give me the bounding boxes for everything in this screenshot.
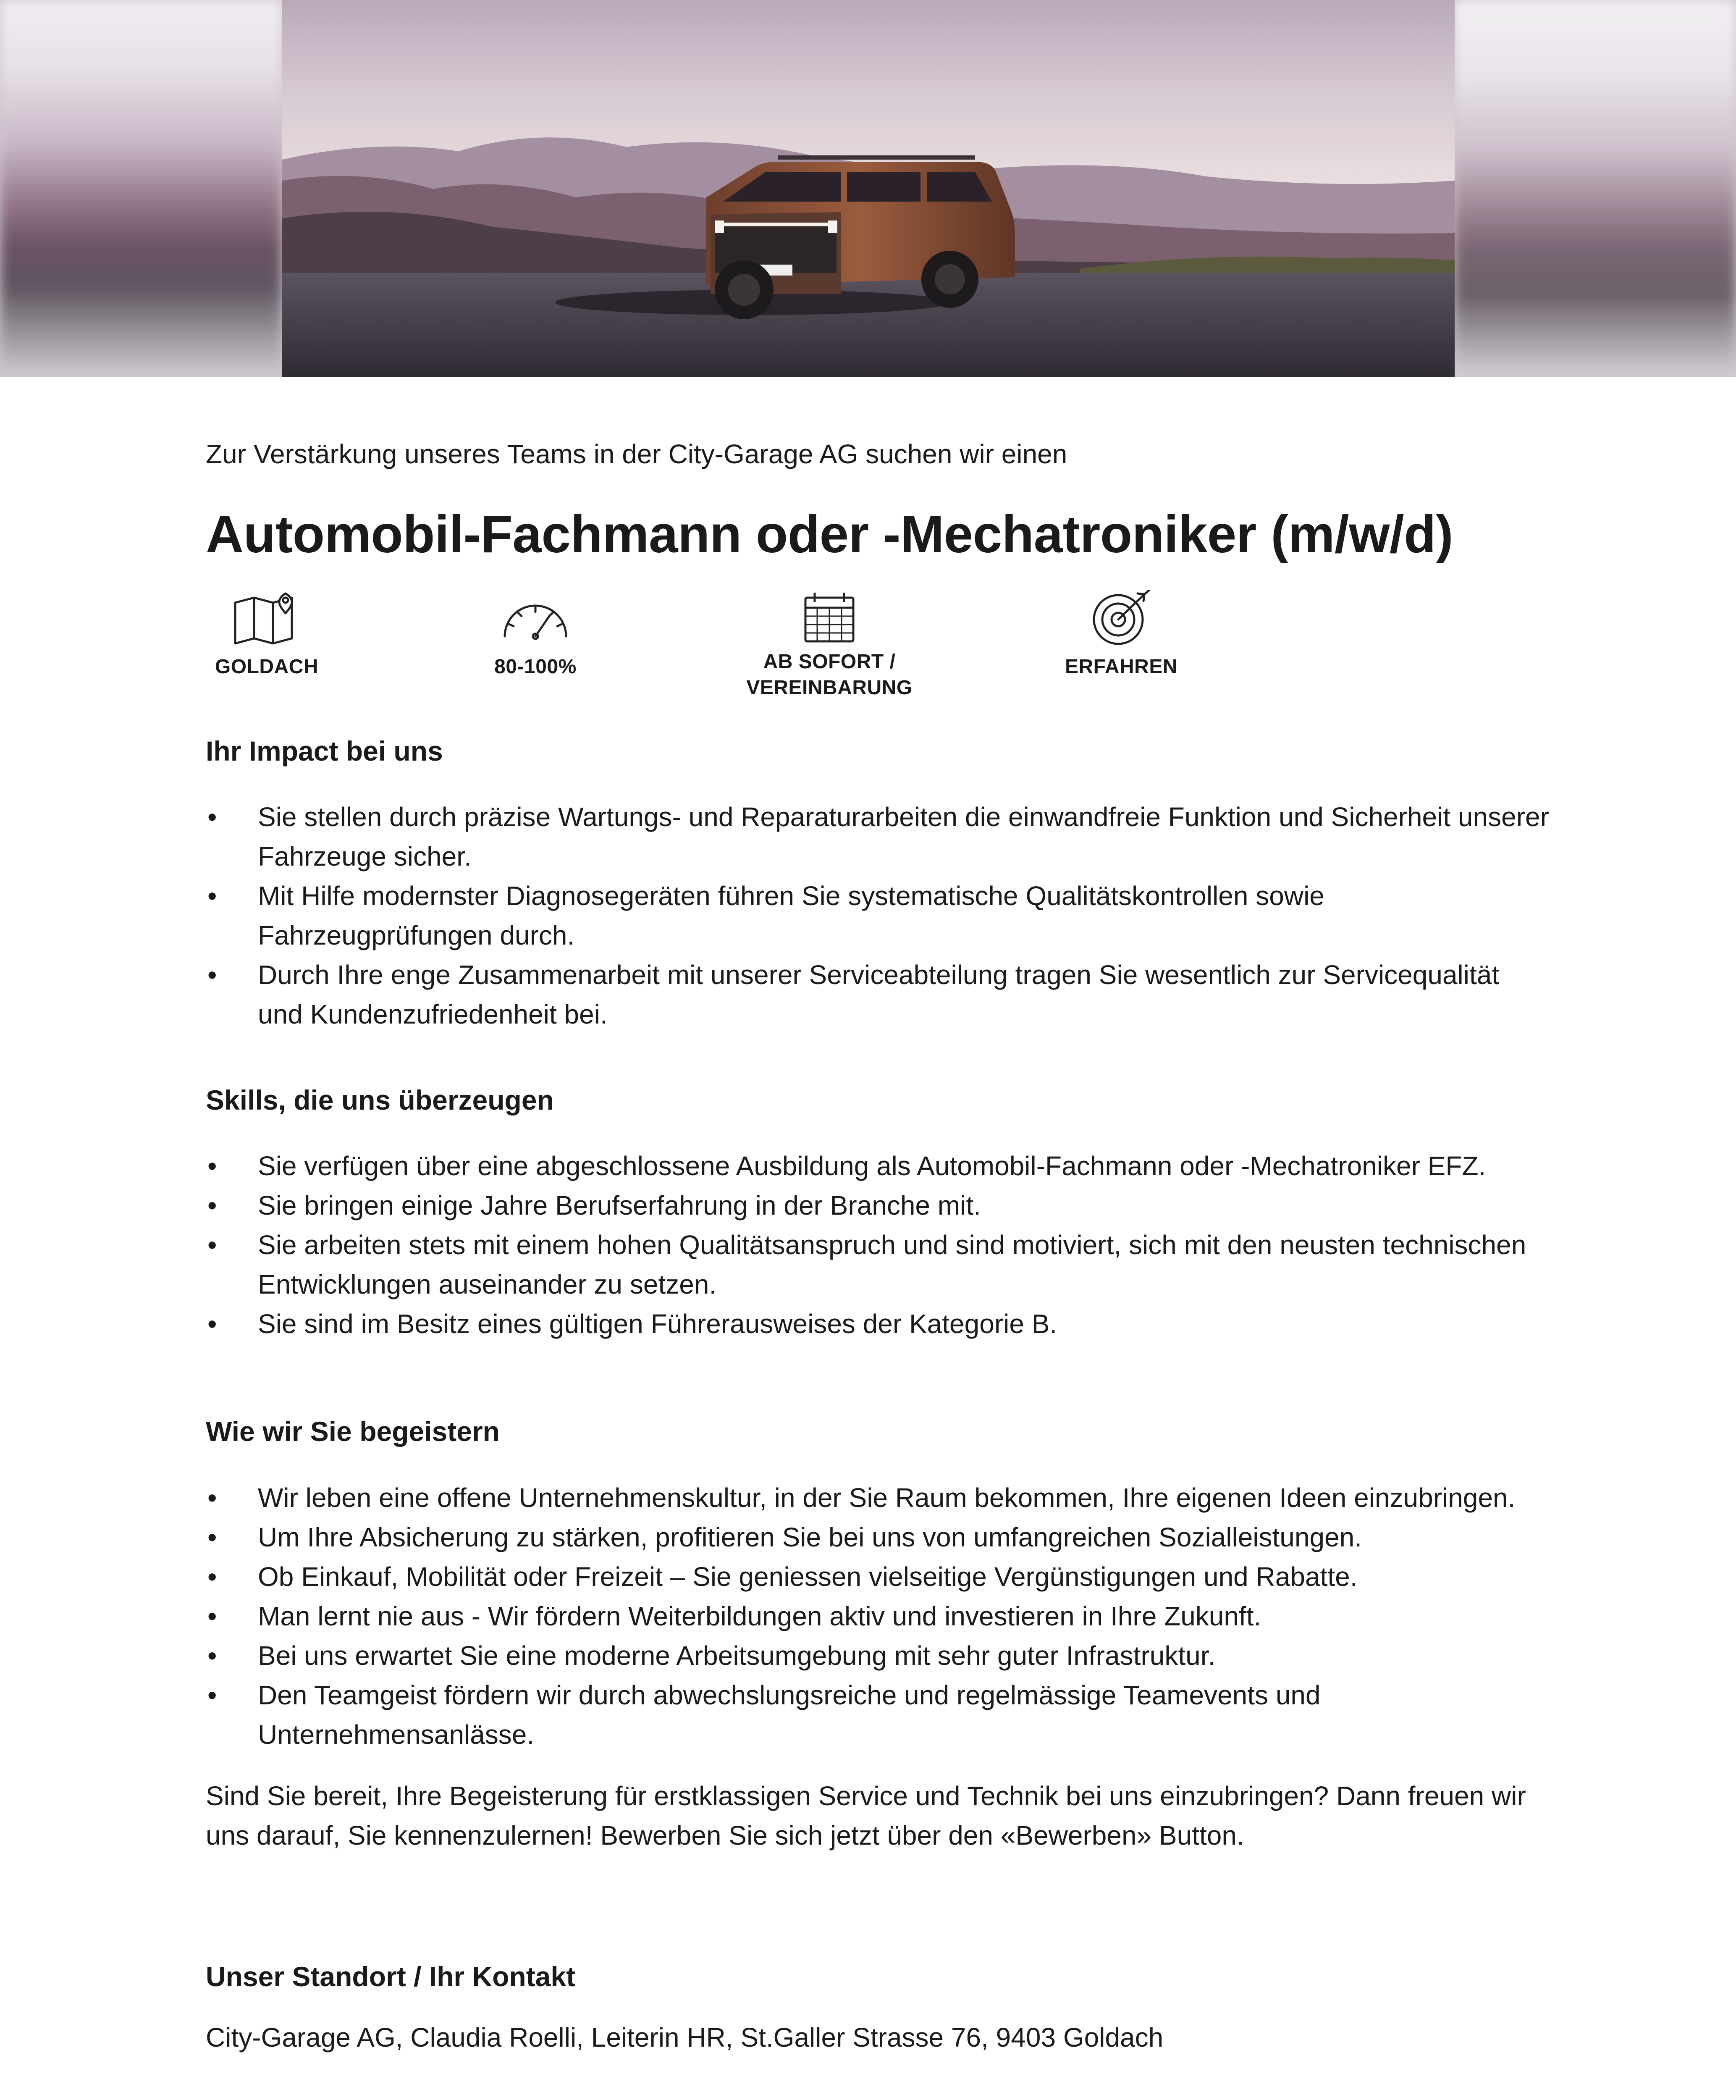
map-pin-icon [231,590,302,645]
fact-start [714,590,945,701]
section-heading-contact: Unser Standort / Ihr Kontakt [206,1961,576,1992]
skills-list [206,1146,1550,1344]
contact-address: City-Garage AG, Claudia Roelli, Leiterin HR, St.Galler Strasse 76, 9403 Goldach [206,2022,1164,2053]
fact-experience-label: ERFAHREN [1065,655,1178,678]
fact-start-label-line2: VEREINBARUNG [746,676,913,699]
fact-start-label-line1: AB SOFORT / [763,650,896,673]
hero-banner [0,0,1736,377]
hero-blur-right [1454,0,1736,377]
fact-location [206,590,328,680]
hero-image [282,0,1455,377]
benefits-list [206,1478,1550,1754]
list-item: • Den Teamgeist fördern wir durch abwechslungsreiche und regelmässige Teamevents und Unternehmensanlässe. [206,1675,1550,1754]
target-icon [1086,590,1157,645]
list-item: • Durch Ihre enge Zusammenarbeit mit unserer Serviceabteilung tragen Sie wesentlich zur Servicequalität und Kundenzufriedenheit bei. [206,955,1550,1034]
calendar-icon [794,590,865,645]
list-item: • Mit Hilfe modernster Diagnosegeräten führen Sie systematische Qualitätskontrollen sowie Fahrzeugprüfungen durch. [206,876,1550,955]
list-item: • Man lernt nie aus - Wir fördern Weiterbildungen aktiv und investieren in Ihre Zukunft. [206,1596,1550,1636]
fact-start-label [714,649,945,701]
section-heading-benefits: Wie wir Sie begeistern [206,1416,500,1447]
list-item: • Sie verfügen über eine abgeschlossene Ausbildung als Automobil-Fachmann oder -Mechatroniker EFZ. [206,1146,1550,1186]
list-item: • Wir leben eine offene Unternehmenskultur, in der Sie Raum bekommen, Ihre eigenen Ideen einzubringen. [206,1478,1550,1517]
list-item: • Ob Einkauf, Mobilität oder Freizeit – Sie geniessen vielseitige Vergünstigungen und Rabatte. [206,1557,1550,1596]
section-heading-skills: Skills, die uns überzeugen [206,1084,554,1116]
fact-workload [475,590,596,680]
list-item: • Bei uns erwartet Sie eine moderne Arbeitsumgebung mit sehr guter Infrastruktur. [206,1636,1550,1675]
closing-paragraph: Sind Sie bereit, Ihre Begeisterung für erstklassigen Service und Technik bei uns einzubringen? Dann freuen wir uns darauf, Sie kennenzulernen! Bewerben Sie sich jetzt über den «Bewerben» Button. [206,1780,1526,1851]
fact-workload-label: 80-100% [494,655,577,678]
impact-list [206,797,1550,1034]
fact-experience [1058,590,1184,680]
key-facts [206,590,1550,724]
job-posting [206,437,1550,2057]
fact-location-label: GOLDACH [215,655,319,678]
list-item: • Um Ihre Absicherung zu stärken, profitieren Sie bei uns von umfangreichen Sozialleistungen. [206,1517,1550,1557]
speedometer-icon [500,590,571,645]
intro-text: Zur Verstärkung unseres Teams in der City-Garage AG suchen wir einen [206,439,1067,469]
list-item: • Sie stellen durch präzise Wartungs- und Reparaturarbeiten die einwandfreie Funktion und Sicherheit unserer Fahrzeuge sicher. [206,797,1550,876]
list-item: • Sie arbeiten stets mit einem hohen Qualitätsanspruch und sind motiviert, sich mit den neusten technischen Entwicklungen auseinander zu setzen. [206,1225,1550,1304]
section-heading-impact: Ihr Impact bei uns [206,735,443,766]
list-item: • Sie sind im Besitz eines gültigen Führerausweises der Kategorie B. [206,1304,1550,1344]
job-title: Automobil-Fachmann oder -Mechatroniker (m/w/d) [206,505,1453,564]
list-item: • Sie bringen einige Jahre Berufserfahrung in der Branche mit. [206,1186,1550,1225]
hero-blur-left [0,0,282,377]
